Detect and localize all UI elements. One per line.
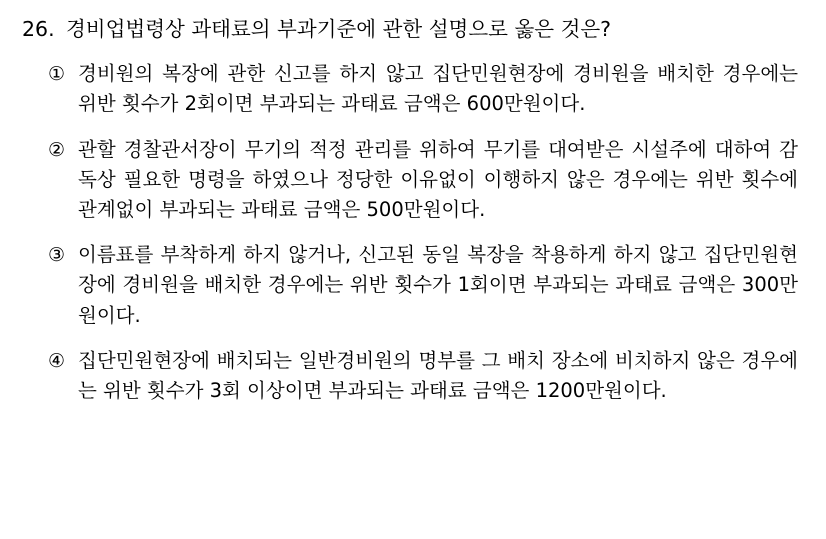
- choice-text-4: 집단민원현장에 배치되는 일반경비원의 명부를 그 배치 장소에 비치하지 않은 경우에는 위반 횟수가 3회 이상이면 부과되는 과태료 금액은 1200만원이다.: [78, 348, 798, 403]
- question-text: 경비업법령상 과태료의 부과기준에 관한 설명으로 옳은 것은?: [66, 17, 612, 41]
- choice-option-4[interactable]: [48, 346, 802, 406]
- choice-list: [22, 59, 802, 406]
- choice-option-3[interactable]: [48, 240, 802, 331]
- choice-marker-1: ①: [48, 63, 66, 86]
- choice-marker-4: ④: [48, 349, 66, 372]
- choice-text-3: 이름표를 부착하게 하지 않거나, 신고된 동일 복장을 착용하게 하지 않고 집단민원현장에 경비원을 배치한 경우에는 위반 횟수가 1회이면 부과되는 과태료 금액은 300만원이다.: [78, 243, 798, 327]
- choice-option-1[interactable]: [48, 59, 802, 119]
- choice-marker-3: ③: [48, 244, 66, 267]
- question-block: [22, 14, 802, 45]
- choice-option-2[interactable]: [48, 135, 802, 226]
- question-number: 26.: [22, 17, 55, 41]
- choice-marker-2: ②: [48, 138, 66, 161]
- choice-text-1: 경비원의 복장에 관한 신고를 하지 않고 집단민원현장에 경비원을 배치한 경우에는 위반 횟수가 2회이면 부과되는 과태료 금액은 600만원이다.: [78, 62, 798, 116]
- choice-text-2: 관할 경찰관서장이 무기의 적정 관리를 위하여 무기를 대여받은 시설주에 대하여 감독상 필요한 명령을 하였으나 정당한 이유없이 이행하지 않은 경우에는 위반 횟수에 관계없이 부과되는 과태료 금액은 500만원이다.: [78, 137, 798, 222]
